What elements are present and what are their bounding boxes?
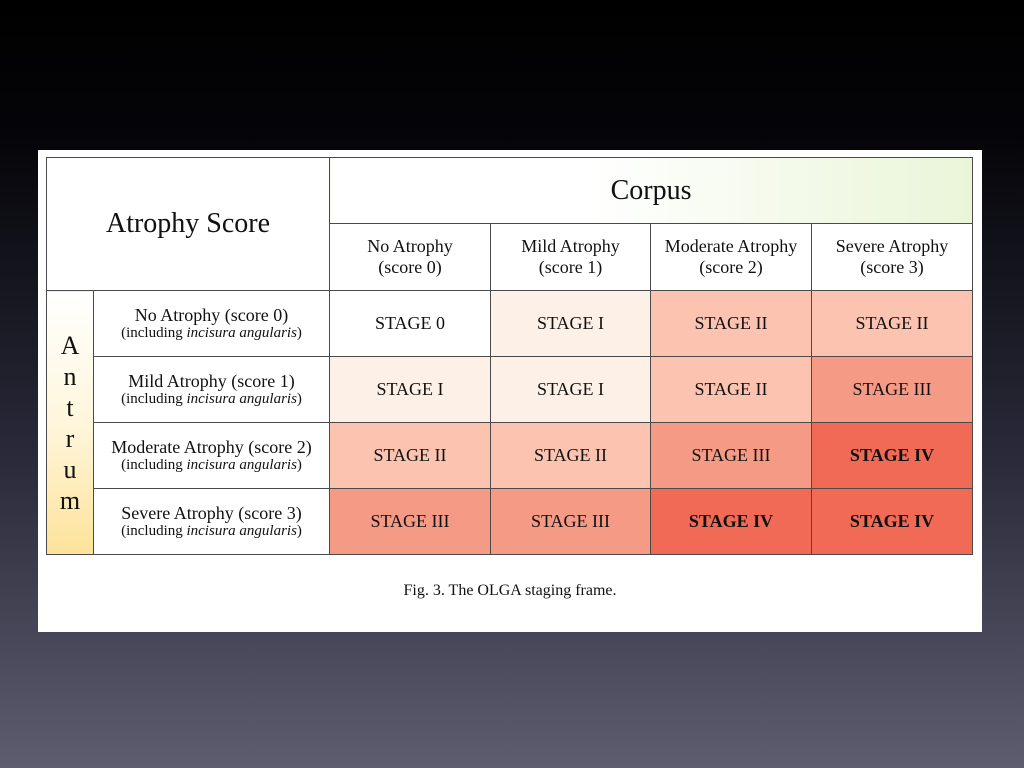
note-suffix: ) — [296, 390, 302, 407]
stage-cell: STAGE III — [651, 423, 812, 489]
note-italic: incisura angularis — [186, 456, 297, 473]
row-header-note — [94, 456, 329, 474]
column-header-score: (score 3) — [860, 257, 924, 277]
note-suffix: ) — [296, 456, 302, 473]
figure-caption: Fig. 3. The OLGA staging frame. — [403, 582, 617, 599]
note-suffix: ) — [296, 522, 302, 539]
column-header-label: Severe Atrophy — [835, 236, 949, 256]
antrum-letter: A — [60, 330, 80, 360]
stage-cell: STAGE II — [651, 357, 812, 423]
row-header-label: Severe Atrophy (score 3) — [121, 502, 302, 523]
atrophy-score-heading: Atrophy Score — [47, 158, 330, 291]
stage-cell: STAGE III — [812, 357, 973, 423]
stage-cell: STAGE I — [491, 357, 651, 423]
note-prefix: (including — [121, 522, 187, 539]
stage-cell: STAGE II — [330, 423, 491, 489]
antrum-letter: n — [63, 361, 77, 391]
antrum-letter: r — [65, 423, 75, 453]
row-header-note — [94, 522, 329, 540]
antrum-letter: u — [63, 454, 77, 484]
row-header-severe-atrophy — [94, 489, 330, 555]
column-header-moderate-atrophy — [651, 224, 812, 291]
antrum-letter: t — [66, 392, 74, 422]
stage-cell: STAGE I — [330, 357, 491, 423]
row-header-no-atrophy — [94, 291, 330, 357]
slide-figure — [38, 150, 982, 632]
note-italic: incisura angularis — [186, 522, 297, 539]
column-header-no-atrophy — [330, 224, 491, 291]
column-header-score: (score 1) — [538, 257, 603, 277]
row-header-note — [94, 324, 329, 342]
column-header-label: No Atrophy — [367, 236, 453, 256]
stage-cell: STAGE II — [651, 291, 812, 357]
stage-cell: STAGE IV — [812, 489, 973, 555]
column-header-label: Moderate Atrophy — [664, 236, 798, 256]
column-header-severe-atrophy — [812, 224, 973, 291]
row-header-label: Mild Atrophy (score 1) — [128, 370, 295, 391]
row-header-mild-atrophy — [94, 357, 330, 423]
column-header-score: (score 0) — [378, 257, 442, 277]
column-header-mild-atrophy — [491, 224, 651, 291]
stage-cell: STAGE IV — [812, 423, 973, 489]
note-prefix: (including — [121, 456, 187, 473]
antrum-heading — [47, 291, 94, 555]
stage-cell: STAGE III — [491, 489, 651, 555]
note-suffix: ) — [296, 324, 302, 341]
row-header-label: Moderate Atrophy (score 2) — [111, 436, 312, 457]
row-header-note — [94, 390, 329, 408]
row-header-moderate-atrophy — [94, 423, 330, 489]
corpus-heading: Corpus — [330, 158, 973, 224]
note-prefix: (including — [121, 324, 187, 341]
stage-cell: STAGE III — [330, 489, 491, 555]
note-italic: incisura angularis — [186, 324, 297, 341]
note-italic: incisura angularis — [186, 390, 297, 407]
stage-cell: STAGE II — [491, 423, 651, 489]
row-header-label: No Atrophy (score 0) — [134, 304, 289, 325]
stage-cell: STAGE 0 — [330, 291, 491, 357]
note-prefix: (including — [121, 390, 187, 407]
stage-cell: STAGE I — [491, 291, 651, 357]
column-header-score: (score 2) — [699, 257, 763, 277]
antrum-letter: m — [59, 485, 81, 515]
stage-cell: STAGE IV — [651, 489, 812, 555]
stage-cell: STAGE II — [812, 291, 973, 357]
olga-staging-table — [46, 157, 973, 555]
column-header-label: Mild Atrophy — [521, 236, 620, 256]
